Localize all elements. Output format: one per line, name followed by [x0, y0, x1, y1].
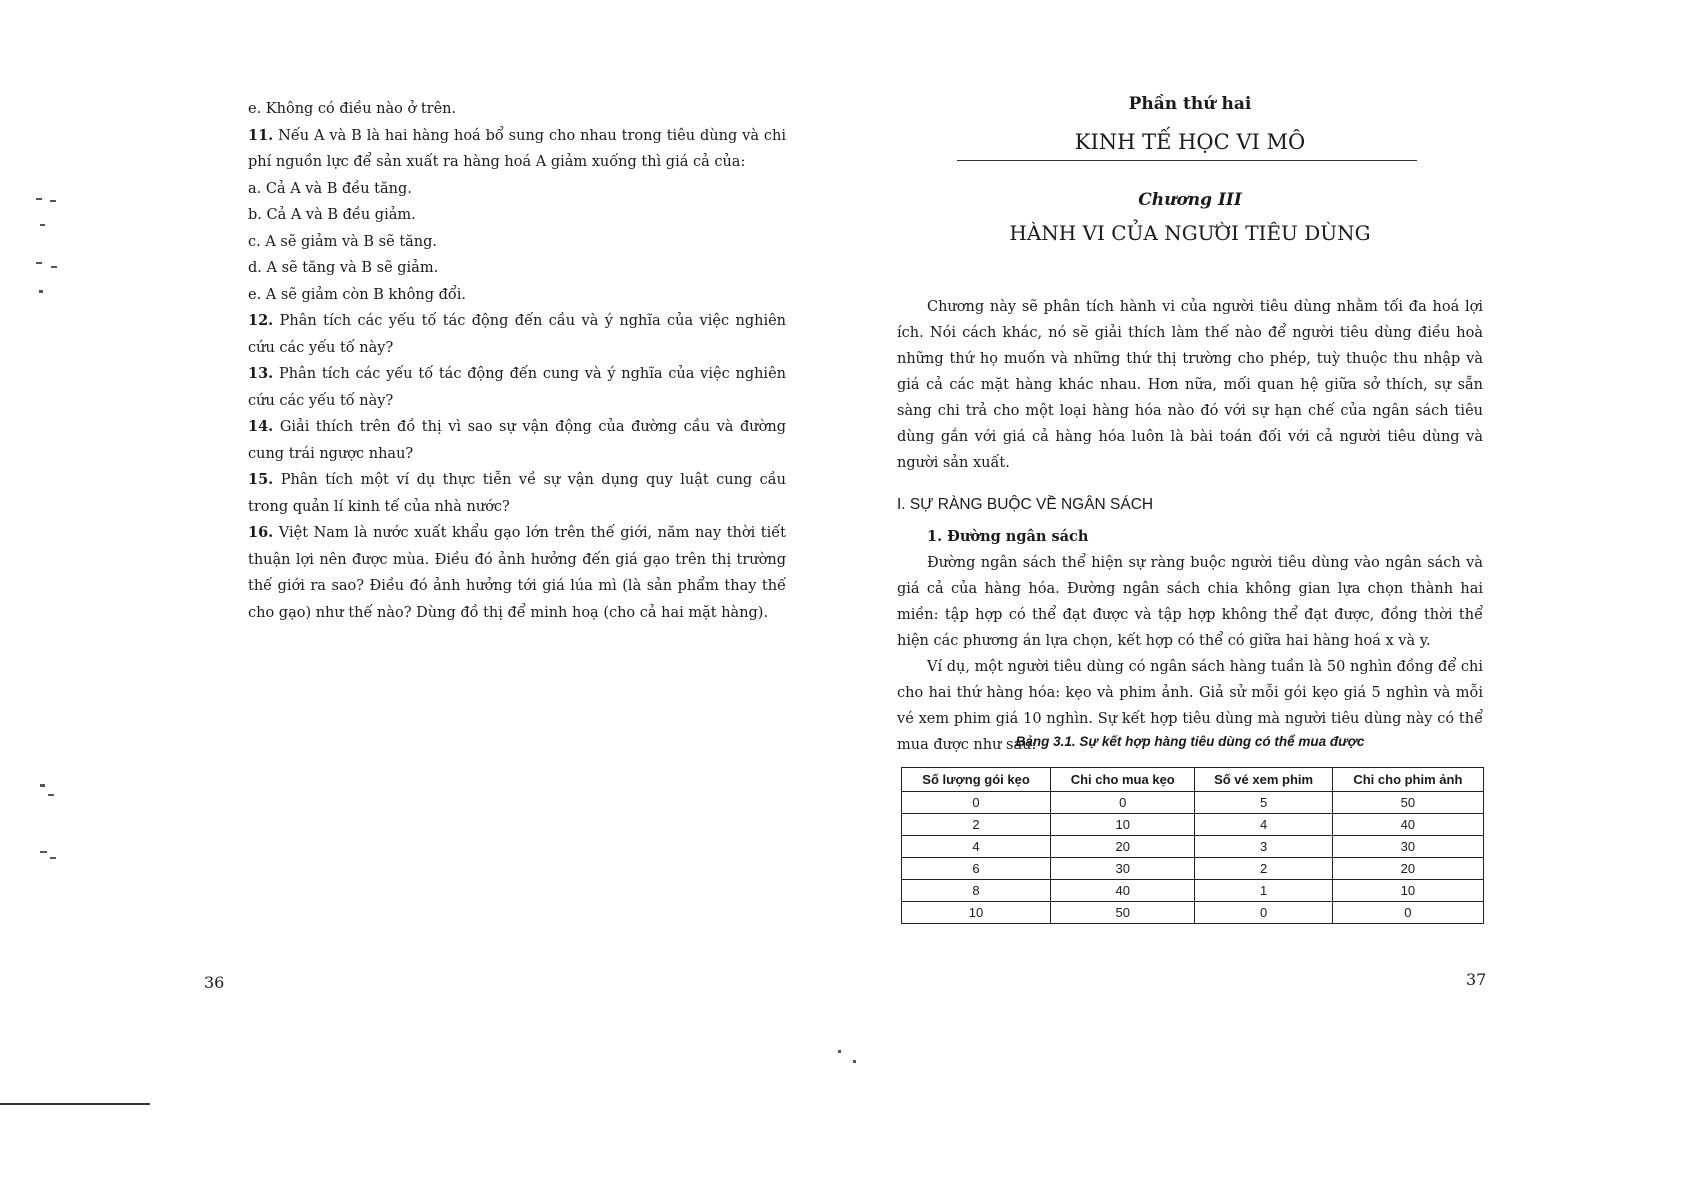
table-row [902, 858, 1484, 880]
scan-speck [50, 857, 56, 859]
option-a: a. Cả A và B đều tăng. [248, 180, 412, 197]
scan-speck [40, 784, 45, 787]
header-candy-quantity: Số lượng gói kẹo [902, 768, 1051, 792]
scan-speck [50, 200, 56, 202]
table-cell: 10 [902, 902, 1051, 924]
scan-speck [838, 1050, 841, 1053]
table-cell: 2 [902, 814, 1051, 836]
table-row [902, 880, 1484, 902]
table-cell: 20 [1051, 836, 1195, 858]
page-number-right: 37 [1466, 970, 1487, 989]
table-cell: 40 [1051, 880, 1195, 902]
scan-edge-line [0, 1103, 150, 1105]
question-11: 11. Nếu A và B là hai hàng hoá bổ sung cho nhau trong tiêu dùng và chi phí nguồn lực để sản xuất ra hàng hoá A giảm xuống thì giá cả của: [248, 126, 787, 170]
scan-speck [39, 290, 43, 293]
scan-speck [40, 224, 45, 226]
chapter-label: Chương III [1138, 190, 1242, 210]
question-15: 15. Phân tích một ví dụ thực tiễn về sự vận dụng quy luật cung cầu trong quản lí kinh tế của nhà nước? [248, 471, 786, 515]
table-cell: 4 [1195, 814, 1332, 836]
table-cell: 0 [1051, 792, 1195, 814]
table-cell: 20 [1332, 858, 1483, 880]
part-label: Phần thứ hai [1128, 94, 1252, 114]
table-cell: 50 [1332, 792, 1483, 814]
question-16: 16. Việt Nam là nước xuất khẩu gạo lớn trên thế giới, năm nay thời tiết thuận lợi nên được mùa. Điều đó ảnh hưởng đến giá gạo trên thị trường thế giới ra sao? Điều đó ảnh hưởng tới giá lúa mì (là sản phẩm thay thế cho gạo) như thế nào? Dùng đồ thị để minh hoạ (cho cả hai mặt hàng). [248, 524, 787, 621]
budget-line-paragraph: Đường ngân sách thể hiện sự ràng buộc người tiêu dùng vào ngân sách và giá cả của hàng hóa. Đường ngân sách chia không gian lựa chọn thành hai miền: tập hợp có thể đạt được và tập hợp không thể đạt được, đồng thời thể hiện các phương án lựa chọn, kết hợp có thể có giữa hai hàng hoá x và y. [897, 555, 1483, 649]
section-heading: I. SỰ RÀNG BUỘC VỀ NGÂN SÁCH [897, 496, 1154, 513]
table-cell: 30 [1051, 858, 1195, 880]
example-paragraph: Ví dụ, một người tiêu dùng có ngân sách hàng tuần là 50 nghìn đồng để chi cho hai thứ hàng hóa: kẹo và phim ảnh. Giả sử mỗi gói kẹo giá 5 nghìn và mỗi vé xem phim giá 10 nghìn. Sự kết hợp tiêu dùng mà người tiêu dùng này có thể mua được như sau: [897, 659, 1483, 753]
option-e: e. A sẽ giảm còn B không đổi. [248, 286, 466, 303]
table-cell: 0 [1195, 902, 1332, 924]
consumption-table [901, 767, 1484, 924]
table-cell: 0 [1332, 902, 1483, 924]
option-d: d. A sẽ tăng và B sẽ giảm. [248, 260, 439, 276]
scan-speck [36, 262, 42, 264]
scan-speck [40, 851, 47, 853]
table-row [902, 792, 1484, 814]
chapter-body [897, 294, 1483, 758]
table-cell: 40 [1332, 814, 1483, 836]
header-movie-spending: Chi cho phim ảnh [1332, 768, 1483, 792]
question-12: 12. Phân tích các yếu tố tác động đến cầu và ý nghĩa của việc nghiên cứu các yếu tố này? [248, 312, 786, 356]
table-cell: 8 [902, 880, 1051, 902]
page-number-left: 36 [204, 973, 225, 992]
table-header-row [902, 768, 1484, 792]
option-e-q10: e. Không có điều nào ở trên. [248, 101, 457, 117]
subsection-heading: 1. Đường ngân sách [927, 528, 1089, 545]
table-cell: 10 [1332, 880, 1483, 902]
question-14: 14. Giải thích trên đồ thị vì sao sự vận động của đường cầu và đường cung trái ngược nhau? [248, 418, 786, 462]
table-cell: 10 [1051, 814, 1195, 836]
part-title: KINH TẾ HỌC VI MÔ [1074, 130, 1306, 154]
header-movie-tickets: Số vé xem phim [1195, 768, 1332, 792]
table-row [902, 814, 1484, 836]
table-cell: 5 [1195, 792, 1332, 814]
table-cell: 3 [1195, 836, 1332, 858]
scan-speck [48, 794, 54, 796]
scan-speck [36, 198, 42, 200]
table-cell: 2 [1195, 858, 1332, 880]
table-caption: Bảng 3.1. Sự kết hợp hàng tiêu dùng có thể mua được [1015, 734, 1365, 749]
scan-speck [853, 1060, 856, 1063]
option-b: b. Cả A và B đều giảm. [248, 207, 416, 223]
intro-paragraph: Chương này sẽ phân tích hành vi của người tiêu dùng nhằm tối đa hoá lợi ích. Nói cách khác, nó sẽ giải thích làm thế nào để người tiêu dùng điều hoà những thứ họ muốn và những thứ thị trường cho phép, tuỳ thuộc thu nhập và giá cả các mặt hàng khác nhau. Hơn nữa, mối quan hệ giữa sở thích, sự sẵn sàng chi trả cho một loại hàng hóa nào đó với sự hạn chế của ngân sách tiêu dùng gắn với giá cả hàng hóa luôn là bài toán đối với cả người tiêu dùng và người sản xuất. [897, 299, 1483, 471]
table-row [902, 902, 1484, 924]
table-cell: 30 [1332, 836, 1483, 858]
left-page-text [218, 96, 786, 626]
table-cell: 6 [902, 858, 1051, 880]
chapter-title: HÀNH VI CỦA NGƯỜI TIÊU DÙNG [1009, 221, 1371, 245]
table-cell: 4 [902, 836, 1051, 858]
table-cell: 1 [1195, 880, 1332, 902]
option-c: c. A sẽ giảm và B sẽ tăng. [248, 233, 438, 250]
table-row [902, 836, 1484, 858]
question-13: 13. Phân tích các yếu tố tác động đến cung và ý nghĩa của việc nghiên cứu các yếu tố này? [248, 365, 786, 409]
left-page [0, 0, 787, 1107]
scan-speck [51, 266, 57, 268]
title-rule [957, 160, 1417, 161]
table-cell: 0 [902, 792, 1051, 814]
header-candy-spending: Chi cho mua kẹo [1051, 768, 1195, 792]
table-cell: 50 [1051, 902, 1195, 924]
